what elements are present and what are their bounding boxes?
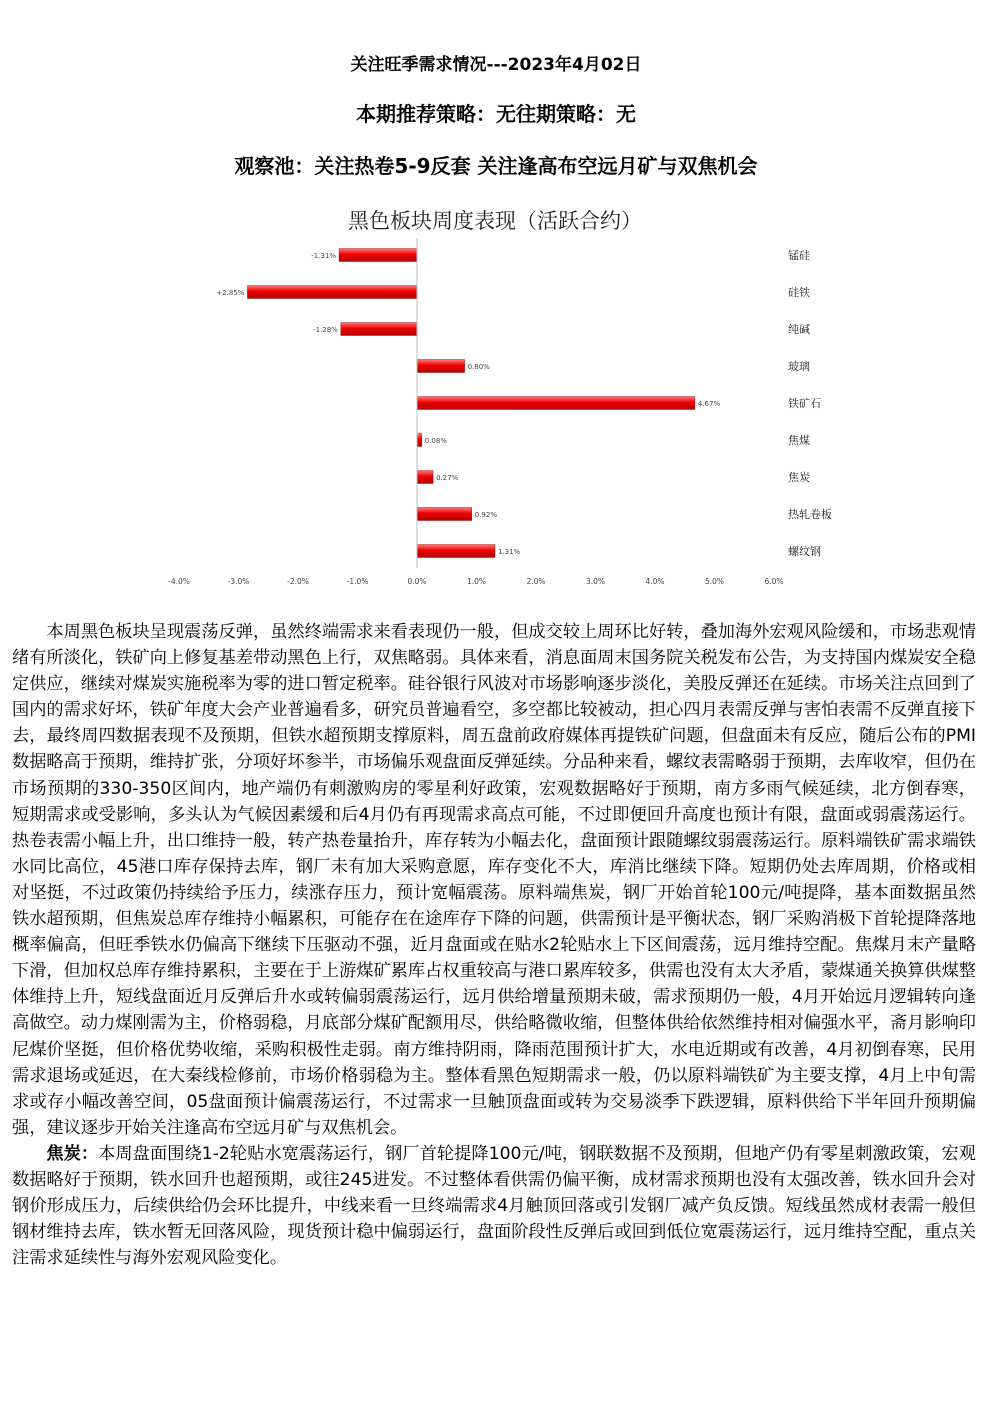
data-label-2: -1.28% bbox=[313, 326, 338, 334]
category-label-6: 焦炭 bbox=[788, 471, 810, 484]
x-tick-label-5: 1.0% bbox=[466, 577, 487, 586]
report-body bbox=[12, 619, 976, 1271]
x-tick-label-9: 5.0% bbox=[704, 577, 725, 586]
data-label-1: +2.85% bbox=[216, 289, 245, 297]
bar-5 bbox=[417, 434, 422, 447]
data-label-0: -1.31% bbox=[311, 252, 337, 260]
strategy-line: 本期推荐策略：无往期策略：无 bbox=[356, 102, 636, 126]
data-label-6: 0.27% bbox=[436, 474, 459, 482]
bar-4 bbox=[417, 397, 695, 410]
x-tick-label-4: 0.0% bbox=[407, 577, 427, 586]
bar-1 bbox=[247, 286, 417, 299]
x-tick-label-3: -1.0% bbox=[346, 577, 369, 586]
bar-2 bbox=[341, 323, 417, 336]
category-label-2: 纯碱 bbox=[788, 323, 810, 336]
x-tick-label-1: -3.0% bbox=[227, 577, 250, 586]
category-label-3: 玻璃 bbox=[788, 360, 810, 373]
chart-title: 黑色板块周度表现（活跃合约） bbox=[348, 209, 642, 233]
x-tick-label-6: 2.0% bbox=[526, 577, 546, 586]
category-label-4: 铁矿石 bbox=[788, 397, 821, 410]
report-date-title: 关注旺季需求情况---2023年4月02日 bbox=[350, 55, 642, 75]
data-label-7: 0.92% bbox=[474, 511, 497, 519]
category-label-0: 锰硅 bbox=[788, 249, 810, 262]
market-overview-paragraph: 本周黑色板块呈现震荡反弹，虽然终端需求来看表现仍一般，但成交较上周环比好转，叠加海外宏观风险缓和，市场悲观情绪有所淡化，铁矿向上修复基差带动黑色上行，双焦略弱。具体来看，消息面周末国务院关税发布公告，为支持国内煤炭安全稳定供应，继续对煤炭实施税率为零的进口暂定税率。硅谷银行风波对市场影响逐步淡化，美股反弹还在延续。市场关注点回到了国内的需求好坏，铁矿年度大会产业普遍看多，研究员普遍看空，多空都比较被动，担心四月表需反弹与害怕表需不反弹直接下去，最终周四数据表现不及预期，但铁水超预期支撑原料，周五盘前政府媒体再提铁矿问题，但盘面未有反应，随后公布的PMI数据略高于预期，维持扩张，分项好坏参半，市场偏乐观盘面反弹延续。分品种来看，螺纹表需略弱于预期，去库收窄，但仍在市场预期的330-350区间内，地产端仍有刺激购房的零星利好政策，宏观数据略好于预期，南方多雨气候延续，北方倒春寒，短期需求或受影响，多头认为气候因素缓和后4月仍有再现需求高点可能，不过即便回升高度也预计有限，盘面或弱震荡运行。热卷表需小幅上升，出口维持一般，转产热卷量抬升，库存转为小幅去化，盘面预计跟随螺纹弱震荡运行。原料端铁矿需求端铁水同比高位，45港口库存保持去库，钢厂未有加大采购意愿，库存变化不大，库消比继续下降。短期仍处去库周期，价格或相对坚挺，不过政策仍持续给予压力，续涨存压力，预计宽幅震荡。原料端焦炭，钢厂开始首轮100元/吨提降，基本面数据虽然铁水超预期，但焦炭总库存维持小幅累积，可能存在在途库存下降的问题，供需预计是平衡状态，钢厂采购消极下首轮提降落地概率偏高，但旺季铁水仍偏高下继续下压驱动不强，近月盘面或在贴水2轮贴水上下区间震荡，远月维持空配。焦煤月末产量略下滑，但加权总库存维持累积，主要在于上游煤矿累库占权重较高与港口累库较多，供需也没有太大矛盾，蒙煤通关换算供煤整体维持上升，短线盘面近月反弹后升水或转偏弱震荡运行，远月供给增量预期未破，需求预期仍一般，4月开始远月逻辑转向逢高做空。动力煤刚需为主，价格弱稳，月底部分煤矿配额用尽，供给略微收缩，但整体供给依然维持相对偏强水平，斋月影响印尼煤价坚挺，但价格优势收缩，采购积极性走弱。南方维持阴雨，降雨范围预计扩大，水电近期或有改善，4月初倒春寒，民用需求退场或延迟，在大秦线检修前，市场价格弱稳为主。整体看黑色短期需求一般，仍以原料端铁矿为主要支撑，4月上中旬需求或存小幅改善空间，05盘面预计偏震荡运行，不过需求一旦触顶盘面或转为交易淡季下跌逻辑，原料供给下半年回升预期偏强，建议逐步开始关注逢高布空远月矿与双焦机会。 bbox=[12, 622, 976, 1138]
x-tick-label-8: 4.0% bbox=[645, 577, 665, 586]
bar-8 bbox=[417, 545, 495, 558]
bar-3 bbox=[417, 360, 465, 373]
x-tick-label-10: 6.0% bbox=[764, 577, 784, 586]
data-label-3: 0.80% bbox=[467, 363, 490, 371]
category-label-7: 热轧卷板 bbox=[788, 508, 832, 521]
weekly-performance-chart bbox=[160, 200, 840, 600]
category-label-1: 硅铁 bbox=[788, 286, 810, 299]
bar-0 bbox=[339, 249, 417, 262]
data-label-4: 4.67% bbox=[697, 400, 721, 408]
bar-7 bbox=[417, 508, 472, 521]
coke-paragraph bbox=[12, 1141, 976, 1271]
category-label-8: 螺纹钢 bbox=[788, 545, 821, 558]
coke-text: 本周盘面围绕1-2轮贴水宽震荡运行，钢厂首轮提降100元/吨，钢联数据不及预期，但地产仍有零星刺激政策，宏观数据略好于预期，铁水回升也超预期，或往245进发。不过整体看供需仍偏平衡，成材需求预期也没有太强改善，铁水回升会对钢价形成压力，后续供给仍会环比提升，中线来看一旦终端需求4月触顶回落或引发钢厂减产负反馈。短线虽然成材表需一般但钢材维持去库，铁水暂无回落风险，现货预计稳中偏弱运行，盘面阶段性反弹后或回到低位宽震荡运行，远月维持空配，重点关注需求延续性与海外宏观风险变化。 bbox=[12, 1143, 976, 1269]
data-label-5: 0.08% bbox=[424, 437, 448, 445]
x-tick-label-7: 3.0% bbox=[585, 577, 606, 586]
x-tick-label-2: -2.0% bbox=[287, 577, 309, 586]
bar-6 bbox=[417, 471, 433, 484]
x-tick-label-0: -4.0% bbox=[168, 577, 190, 586]
category-label-5: 焦煤 bbox=[788, 434, 810, 447]
coke-heading: 焦炭： bbox=[46, 1143, 99, 1164]
watchlist-line: 观察池：关注热卷5-9反套 关注逢高布空远月矿与双焦机会 bbox=[234, 154, 758, 178]
chart-canvas bbox=[160, 200, 840, 600]
data-label-8: 1.31% bbox=[497, 548, 521, 556]
